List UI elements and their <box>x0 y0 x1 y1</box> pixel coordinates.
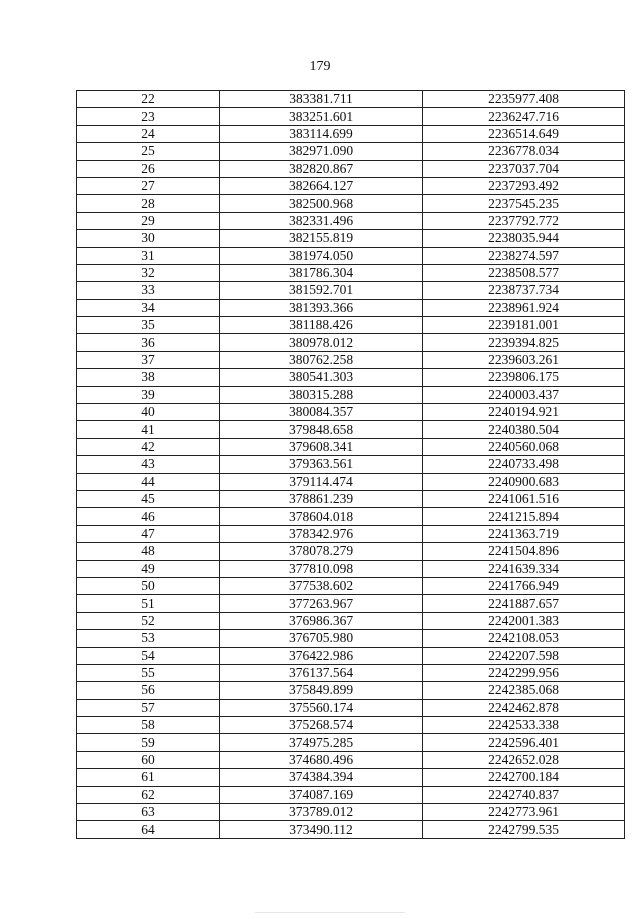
table-row <box>77 595 625 612</box>
table-row <box>77 630 625 647</box>
point-number-cell: 62 <box>77 786 220 803</box>
x-coordinate-cell: 380978.012 <box>220 334 423 351</box>
y-coordinate-cell: 2235977.408 <box>423 91 625 108</box>
y-coordinate-cell: 2238961.924 <box>423 299 625 316</box>
table-row <box>77 369 625 386</box>
table-row <box>77 786 625 803</box>
y-coordinate-cell: 2242533.338 <box>423 717 625 734</box>
y-coordinate-cell: 2242700.184 <box>423 769 625 786</box>
point-number-cell: 24 <box>77 125 220 142</box>
y-coordinate-cell: 2239394.825 <box>423 334 625 351</box>
table-row <box>77 212 625 229</box>
table-row <box>77 717 625 734</box>
point-number-cell: 25 <box>77 143 220 160</box>
point-number-cell: 48 <box>77 543 220 560</box>
y-coordinate-cell: 2240900.683 <box>423 473 625 490</box>
table-row <box>77 682 625 699</box>
table-row <box>77 195 625 212</box>
x-coordinate-cell: 376986.367 <box>220 612 423 629</box>
x-coordinate-cell: 375268.574 <box>220 717 423 734</box>
table-row <box>77 143 625 160</box>
point-number-cell: 64 <box>77 821 220 838</box>
point-number-cell: 45 <box>77 490 220 507</box>
y-coordinate-cell: 2238274.597 <box>423 247 625 264</box>
x-coordinate-cell: 383381.711 <box>220 91 423 108</box>
point-number-cell: 26 <box>77 160 220 177</box>
x-coordinate-cell: 378078.279 <box>220 543 423 560</box>
table-row <box>77 421 625 438</box>
x-coordinate-cell: 382331.496 <box>220 212 423 229</box>
x-coordinate-cell: 381592.701 <box>220 282 423 299</box>
point-number-cell: 38 <box>77 369 220 386</box>
y-coordinate-cell: 2239806.175 <box>423 369 625 386</box>
table-row <box>77 577 625 594</box>
table-row <box>77 490 625 507</box>
x-coordinate-cell: 377538.602 <box>220 577 423 594</box>
table-row <box>77 456 625 473</box>
point-number-cell: 29 <box>77 212 220 229</box>
x-coordinate-cell: 375849.899 <box>220 682 423 699</box>
table-row <box>77 804 625 821</box>
y-coordinate-cell: 2240560.068 <box>423 438 625 455</box>
point-number-cell: 58 <box>77 717 220 734</box>
point-number-cell: 23 <box>77 108 220 125</box>
table-row <box>77 473 625 490</box>
x-coordinate-cell: 382500.968 <box>220 195 423 212</box>
x-coordinate-cell: 381974.050 <box>220 247 423 264</box>
table-row <box>77 751 625 768</box>
y-coordinate-cell: 2242799.535 <box>423 821 625 838</box>
y-coordinate-cell: 2239603.261 <box>423 351 625 368</box>
table-row <box>77 508 625 525</box>
y-coordinate-cell: 2237545.235 <box>423 195 625 212</box>
x-coordinate-cell: 380541.303 <box>220 369 423 386</box>
table-row <box>77 230 625 247</box>
y-coordinate-cell: 2238737.734 <box>423 282 625 299</box>
x-coordinate-cell: 375560.174 <box>220 699 423 716</box>
point-number-cell: 39 <box>77 386 220 403</box>
x-coordinate-cell: 380762.258 <box>220 351 423 368</box>
point-number-cell: 54 <box>77 647 220 664</box>
point-number-cell: 40 <box>77 404 220 421</box>
point-number-cell: 57 <box>77 699 220 716</box>
x-coordinate-cell: 382155.819 <box>220 230 423 247</box>
y-coordinate-cell: 2240003.437 <box>423 386 625 403</box>
point-number-cell: 43 <box>77 456 220 473</box>
y-coordinate-cell: 2241887.657 <box>423 595 625 612</box>
table-row <box>77 821 625 838</box>
table-row <box>77 351 625 368</box>
x-coordinate-cell: 378342.976 <box>220 525 423 542</box>
x-coordinate-cell: 379363.561 <box>220 456 423 473</box>
x-coordinate-cell: 377263.967 <box>220 595 423 612</box>
table-row <box>77 264 625 281</box>
point-number-cell: 41 <box>77 421 220 438</box>
y-coordinate-cell: 2242462.878 <box>423 699 625 716</box>
table-row <box>77 247 625 264</box>
point-number-cell: 53 <box>77 630 220 647</box>
point-number-cell: 28 <box>77 195 220 212</box>
x-coordinate-cell: 378861.239 <box>220 490 423 507</box>
table-row <box>77 699 625 716</box>
table-row <box>77 177 625 194</box>
y-coordinate-cell: 2242001.383 <box>423 612 625 629</box>
x-coordinate-cell: 373490.112 <box>220 821 423 838</box>
y-coordinate-cell: 2241363.719 <box>423 525 625 542</box>
x-coordinate-cell: 379848.658 <box>220 421 423 438</box>
point-number-cell: 56 <box>77 682 220 699</box>
table-row <box>77 334 625 351</box>
y-coordinate-cell: 2241504.896 <box>423 543 625 560</box>
x-coordinate-cell: 383251.601 <box>220 108 423 125</box>
x-coordinate-cell: 381188.426 <box>220 317 423 334</box>
table-row <box>77 543 625 560</box>
x-coordinate-cell: 374384.394 <box>220 769 423 786</box>
table-row <box>77 91 625 108</box>
x-coordinate-cell: 383114.699 <box>220 125 423 142</box>
y-coordinate-cell: 2240380.504 <box>423 421 625 438</box>
y-coordinate-cell: 2240194.921 <box>423 404 625 421</box>
point-number-cell: 60 <box>77 751 220 768</box>
page-number: 179 <box>309 59 331 74</box>
y-coordinate-cell: 2239181.001 <box>423 317 625 334</box>
table-row <box>77 560 625 577</box>
point-number-cell: 42 <box>77 438 220 455</box>
y-coordinate-cell: 2241061.516 <box>423 490 625 507</box>
point-number-cell: 59 <box>77 734 220 751</box>
y-coordinate-cell: 2242299.956 <box>423 664 625 681</box>
point-number-cell: 37 <box>77 351 220 368</box>
x-coordinate-cell: 376422.986 <box>220 647 423 664</box>
point-number-cell: 44 <box>77 473 220 490</box>
point-number-cell: 35 <box>77 317 220 334</box>
footer-divider <box>255 912 405 913</box>
x-coordinate-cell: 381393.366 <box>220 299 423 316</box>
x-coordinate-cell: 380315.288 <box>220 386 423 403</box>
y-coordinate-cell: 2236778.034 <box>423 143 625 160</box>
table-row <box>77 664 625 681</box>
y-coordinate-cell: 2240733.498 <box>423 456 625 473</box>
point-number-cell: 61 <box>77 769 220 786</box>
point-number-cell: 22 <box>77 91 220 108</box>
y-coordinate-cell: 2242773.961 <box>423 804 625 821</box>
x-coordinate-cell: 382820.867 <box>220 160 423 177</box>
coordinates-table <box>76 90 625 839</box>
table-row <box>77 438 625 455</box>
x-coordinate-cell: 374087.169 <box>220 786 423 803</box>
table-row <box>77 647 625 664</box>
y-coordinate-cell: 2237792.772 <box>423 212 625 229</box>
point-number-cell: 27 <box>77 177 220 194</box>
table-row <box>77 125 625 142</box>
point-number-cell: 63 <box>77 804 220 821</box>
x-coordinate-cell: 382971.090 <box>220 143 423 160</box>
point-number-cell: 47 <box>77 525 220 542</box>
point-number-cell: 34 <box>77 299 220 316</box>
x-coordinate-cell: 378604.018 <box>220 508 423 525</box>
y-coordinate-cell: 2242740.837 <box>423 786 625 803</box>
y-coordinate-cell: 2242108.053 <box>423 630 625 647</box>
point-number-cell: 31 <box>77 247 220 264</box>
table-row <box>77 299 625 316</box>
y-coordinate-cell: 2241639.334 <box>423 560 625 577</box>
table-row <box>77 525 625 542</box>
y-coordinate-cell: 2237293.492 <box>423 177 625 194</box>
point-number-cell: 55 <box>77 664 220 681</box>
point-number-cell: 36 <box>77 334 220 351</box>
x-coordinate-cell: 376705.980 <box>220 630 423 647</box>
y-coordinate-cell: 2237037.704 <box>423 160 625 177</box>
x-coordinate-cell: 373789.012 <box>220 804 423 821</box>
point-number-cell: 46 <box>77 508 220 525</box>
y-coordinate-cell: 2241215.894 <box>423 508 625 525</box>
y-coordinate-cell: 2241766.949 <box>423 577 625 594</box>
y-coordinate-cell: 2236514.649 <box>423 125 625 142</box>
table-row <box>77 317 625 334</box>
y-coordinate-cell: 2242596.401 <box>423 734 625 751</box>
x-coordinate-cell: 374975.285 <box>220 734 423 751</box>
table-row <box>77 282 625 299</box>
y-coordinate-cell: 2238035.944 <box>423 230 625 247</box>
y-coordinate-cell: 2238508.577 <box>423 264 625 281</box>
point-number-cell: 32 <box>77 264 220 281</box>
x-coordinate-cell: 377810.098 <box>220 560 423 577</box>
x-coordinate-cell: 380084.357 <box>220 404 423 421</box>
point-number-cell: 49 <box>77 560 220 577</box>
table-row <box>77 404 625 421</box>
table-row <box>77 108 625 125</box>
x-coordinate-cell: 374680.496 <box>220 751 423 768</box>
y-coordinate-cell: 2236247.716 <box>423 108 625 125</box>
y-coordinate-cell: 2242385.068 <box>423 682 625 699</box>
table-row <box>77 160 625 177</box>
table-row <box>77 612 625 629</box>
point-number-cell: 52 <box>77 612 220 629</box>
point-number-cell: 51 <box>77 595 220 612</box>
x-coordinate-cell: 381786.304 <box>220 264 423 281</box>
coordinates-table-body <box>77 91 625 839</box>
table-row <box>77 734 625 751</box>
table-row <box>77 769 625 786</box>
x-coordinate-cell: 379608.341 <box>220 438 423 455</box>
x-coordinate-cell: 379114.474 <box>220 473 423 490</box>
point-number-cell: 50 <box>77 577 220 594</box>
y-coordinate-cell: 2242207.598 <box>423 647 625 664</box>
point-number-cell: 30 <box>77 230 220 247</box>
point-number-cell: 33 <box>77 282 220 299</box>
y-coordinate-cell: 2242652.028 <box>423 751 625 768</box>
x-coordinate-cell: 382664.127 <box>220 177 423 194</box>
x-coordinate-cell: 376137.564 <box>220 664 423 681</box>
table-row <box>77 386 625 403</box>
